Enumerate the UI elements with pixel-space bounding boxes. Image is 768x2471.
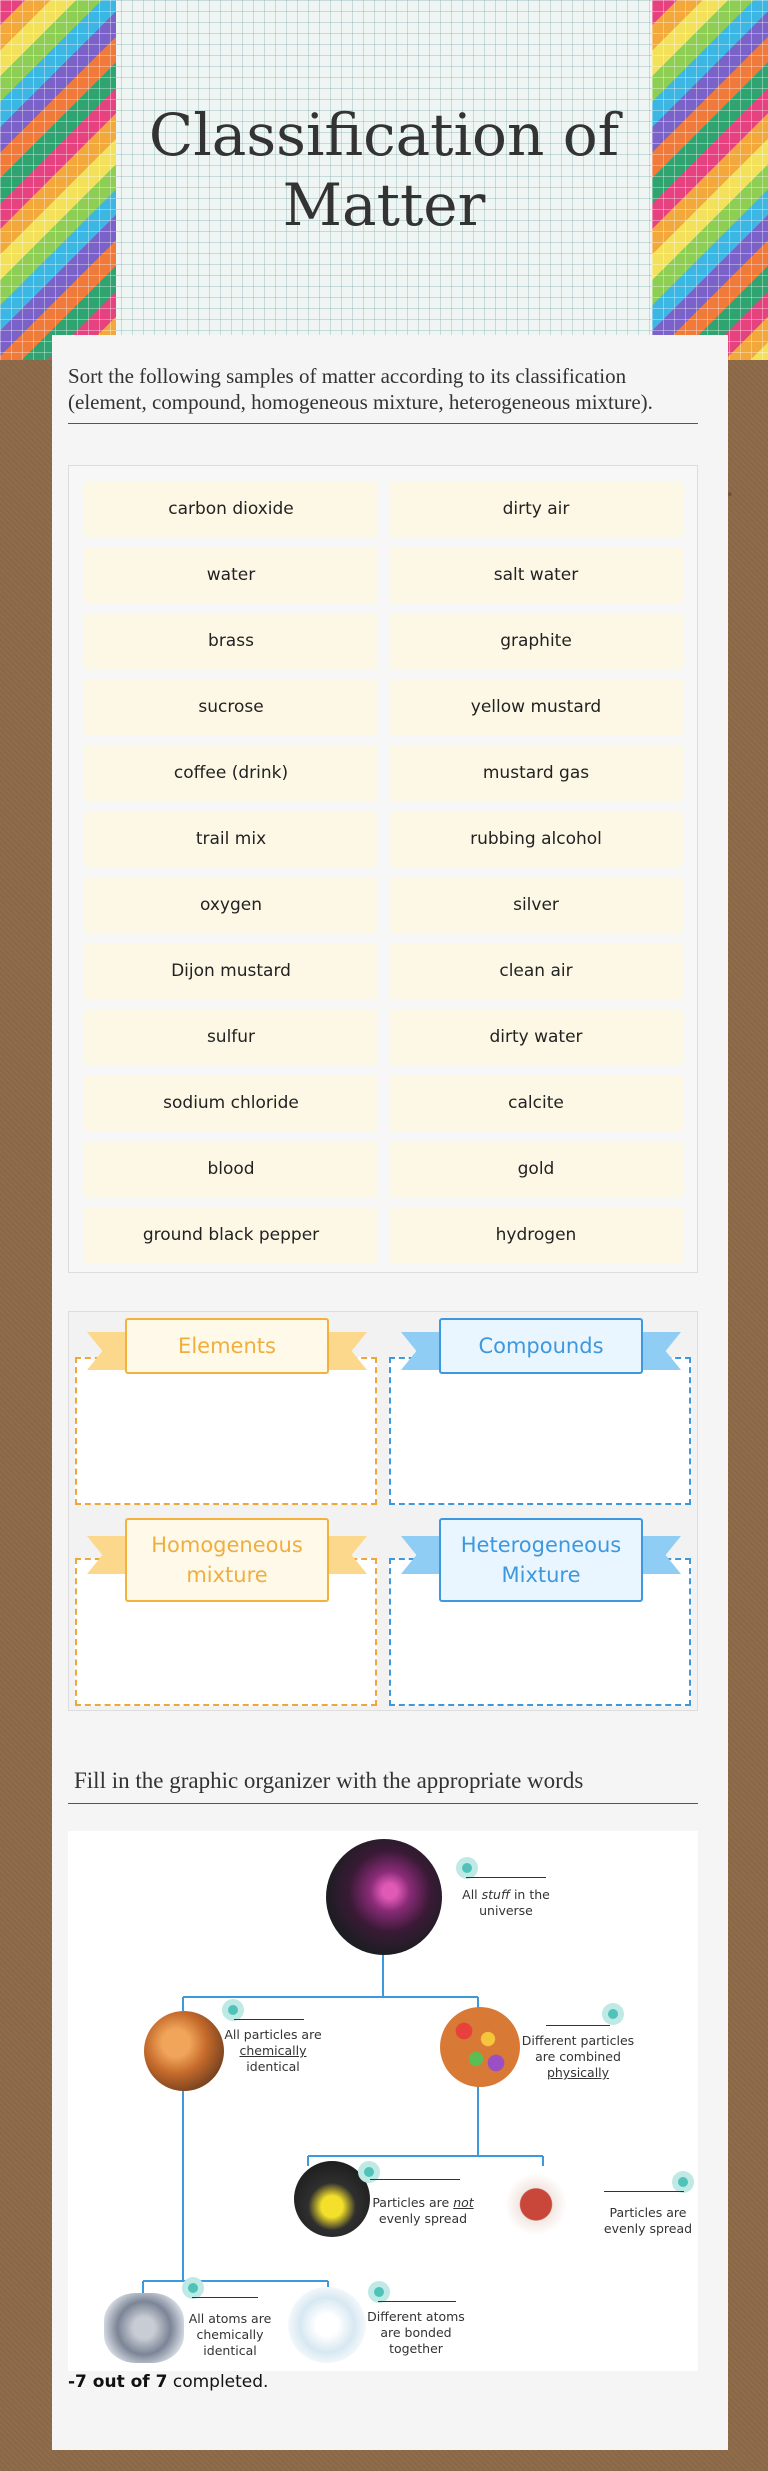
root-caption: All stuff in the universe [462, 1887, 550, 1918]
drag-item[interactable]: hydrogen [389, 1207, 683, 1263]
decorative-chevron-left [0, 0, 116, 360]
drop-zone-elements[interactable] [75, 1357, 377, 1505]
mix-left-caption: Particles are not evenly spread [372, 2195, 474, 2226]
drag-item[interactable]: sodium chloride [84, 1075, 378, 1131]
worksheet-card [52, 335, 728, 2450]
bin-label-compounds: Compounds [439, 1318, 643, 1374]
drag-item[interactable]: water [84, 547, 378, 603]
drag-item[interactable]: dirty air [389, 481, 683, 537]
homogeneous-image [500, 2167, 572, 2235]
drag-item[interactable]: brass [84, 613, 378, 669]
drag-item[interactable]: gold [389, 1141, 683, 1197]
blank-pure-left[interactable] [192, 2275, 258, 2298]
banner-homogeneous [87, 1522, 367, 1587]
completion-count: -7 out of 7 [68, 2372, 168, 2392]
drag-item[interactable]: carbon dioxide [84, 481, 378, 537]
completion-suffix: completed. [167, 2372, 269, 2392]
drag-item[interactable]: Dijon mustard [84, 943, 378, 999]
blank-pure-right[interactable] [378, 2279, 456, 2302]
compound-image [288, 2287, 366, 2363]
drag-item[interactable]: graphite [389, 613, 683, 669]
drag-item[interactable]: sucrose [84, 679, 378, 735]
graphic-organizer [68, 1831, 698, 2371]
decorative-chevron-right [652, 0, 768, 360]
completion-status [68, 2372, 268, 2392]
pure-left-caption: All atoms are chemically identical [188, 2311, 272, 2358]
page-title: Classification of Matter [148, 101, 620, 239]
drag-item[interactable]: rubbing alcohol [389, 811, 683, 867]
mixture-image [440, 2007, 520, 2087]
bin-label-homogeneous: Homogeneous mixture [125, 1518, 329, 1602]
drag-item[interactable]: trail mix [84, 811, 378, 867]
sort-instruction: Sort the following samples of matter according to its classification (element, compound, homogeneous mixture, heterogeneous mixture). [68, 363, 698, 424]
right-caption: Different particles are combined physically [521, 2033, 635, 2080]
bin-label-heterogeneous: Heterogeneous Mixture [439, 1518, 643, 1602]
header-banner [0, 0, 768, 360]
mix-right-caption: Particles are evenly spread [603, 2205, 693, 2236]
bin-label-elements: Elements [125, 1318, 329, 1374]
left-caption: All particles are chemically identical [224, 2027, 322, 2074]
drag-item[interactable]: mustard gas [389, 745, 683, 801]
drag-item[interactable]: oxygen [84, 877, 378, 933]
drop-zone-compounds[interactable] [389, 1357, 691, 1505]
banner-heterogeneous [401, 1522, 681, 1587]
drag-item[interactable]: blood [84, 1141, 378, 1197]
blank-right[interactable] [546, 2003, 610, 2026]
drag-item[interactable]: silver [389, 877, 683, 933]
banner-elements [87, 1318, 367, 1374]
drag-item[interactable]: yellow mustard [389, 679, 683, 735]
drag-item[interactable]: calcite [389, 1075, 683, 1131]
drag-item[interactable]: ground black pepper [84, 1207, 378, 1263]
blank-mix-right[interactable] [604, 2169, 684, 2192]
drag-item[interactable]: coffee (drink) [84, 745, 378, 801]
blank-root[interactable] [466, 1855, 546, 1878]
element-image [104, 2293, 184, 2363]
blank-mix-left[interactable] [370, 2157, 460, 2180]
drag-items-pool [68, 465, 698, 1273]
drag-item[interactable]: dirty water [389, 1009, 683, 1065]
drag-item[interactable]: salt water [389, 547, 683, 603]
fill-instruction: Fill in the graphic organizer with the appropriate words [68, 1767, 698, 1804]
universe-image [326, 1839, 442, 1955]
pure-right-caption: Different atoms are bonded together [367, 2309, 465, 2356]
drop-zones [68, 1311, 698, 1711]
banner-compounds [401, 1318, 681, 1374]
pure-substance-image [144, 2011, 224, 2091]
blank-left[interactable] [234, 1997, 304, 2020]
drag-item[interactable]: sulfur [84, 1009, 378, 1065]
drag-item[interactable]: clean air [389, 943, 683, 999]
